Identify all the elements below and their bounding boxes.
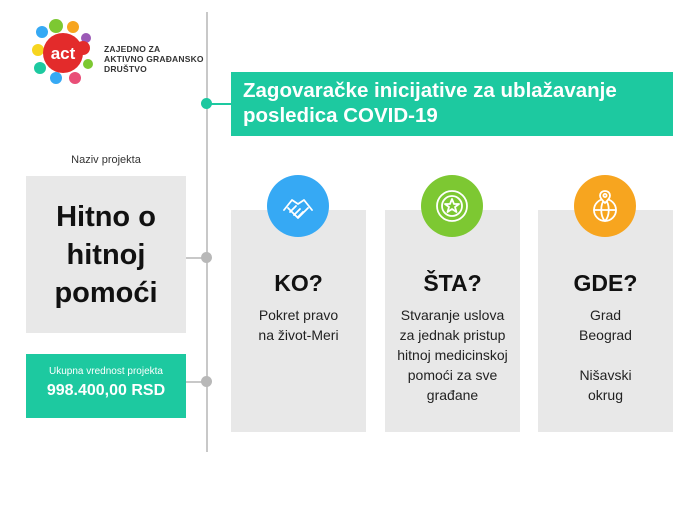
card-who-line-2: na život-Meri (258, 327, 339, 343)
project-name-line-3: pomoći (54, 276, 158, 309)
handshake-icon (267, 175, 329, 237)
card-what-title: ŠTA? (423, 270, 482, 296)
banner-line-2: posledica COVID-19 (243, 104, 438, 127)
act-logo (28, 18, 228, 88)
card-where (538, 210, 673, 432)
card-where-text (538, 305, 673, 405)
card-what-line-1: Stvaranje uslova (400, 307, 505, 323)
logo-line-3: DRUŠTVO (104, 64, 147, 74)
star-badge-icon (421, 175, 483, 237)
card-where-line-4: okrug (587, 387, 624, 403)
project-value-box (26, 354, 186, 418)
logo-blob-icon (28, 18, 98, 88)
logo-wordmark (104, 44, 204, 74)
project-name-line-2: hitnoj (66, 238, 146, 271)
card-who-title: KO? (274, 270, 323, 296)
banner-line-1: Zagovaračke inicijative za ublažavanje (243, 79, 617, 102)
card-what-text (385, 305, 520, 405)
card-where-title: GDE? (573, 270, 638, 296)
card-who-line-1: Pokret pravo (258, 307, 339, 323)
title-banner (231, 72, 673, 136)
card-what-line-3: hitnoj medicinskoj (397, 347, 508, 363)
timeline-dot-top (201, 98, 212, 109)
project-value-label: Ukupna vrednost projekta (49, 366, 163, 377)
card-what-line-2: za jednak pristup (399, 327, 506, 343)
card-what (385, 210, 520, 432)
project-name-label: Naziv projekta (71, 154, 141, 166)
logo-mark-text: act (50, 44, 76, 63)
project-name-line-1: Hitno o (56, 200, 156, 233)
logo-line-1: ZAJEDNO ZA (104, 44, 161, 54)
project-name-box (26, 176, 186, 333)
globe-pin-icon (574, 175, 636, 237)
card-where-line-2: Beograd (579, 327, 632, 343)
timeline-dot-project (201, 252, 212, 263)
logo-line-2: AKTIVNO GRAĐANSKO (104, 54, 204, 64)
timeline-dot-value (201, 376, 212, 387)
card-who-text (231, 305, 366, 345)
card-where-line-1: Grad (589, 307, 622, 323)
project-value-amount: 998.400,00 RSD (46, 382, 166, 399)
card-what-line-5: građane (426, 387, 479, 403)
card-where-line-3: Nišavski (579, 367, 632, 383)
card-who (231, 210, 366, 432)
card-what-line-4: pomoći za sve (407, 367, 498, 383)
